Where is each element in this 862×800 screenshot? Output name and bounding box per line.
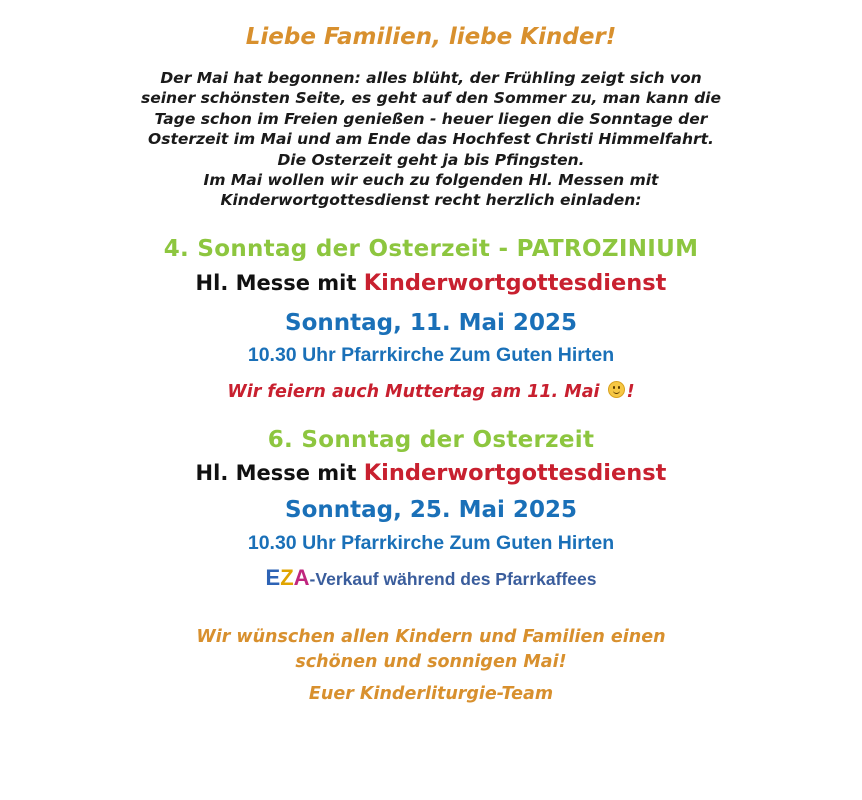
eza-letter-z: Z xyxy=(280,565,294,590)
event1-mothers-day-note xyxy=(0,381,862,402)
intro-line: Osterzeit im Mai und am Ende das Hochfest Christi Himmelfahrt. xyxy=(148,130,714,149)
eza-sale-note xyxy=(0,565,862,591)
event1-time-location: 10.30 Uhr Pfarrkirche Zum Guten Hirten xyxy=(247,344,615,366)
intro-line: Der Mai hat begonnen: alles blüht, der Frühling zeigt sich von xyxy=(160,69,702,87)
intro-paragraph xyxy=(0,68,862,211)
intro-line: Im Mai wollen wir euch zu folgenden Hl. Messen mit xyxy=(203,171,659,190)
event1-note-text: Wir feiern auch Muttertag am 11. Mai xyxy=(227,382,600,402)
event1-mass-prefix: Hl. Messe mit xyxy=(195,271,364,295)
event2-mass-highlight: Kinderwortgottesdienst xyxy=(363,460,667,486)
smiley-icon xyxy=(608,381,625,398)
eza-letter-e: E xyxy=(265,565,281,590)
event2-sunday-title: 6. Sonntag der Osterzeit xyxy=(267,427,595,453)
greeting-heading: Liebe Familien, liebe Kinder! xyxy=(245,24,617,50)
eza-letter-a: A xyxy=(293,565,310,590)
event1-mass-line xyxy=(0,270,862,296)
event1-sunday-title: 4. Sonntag der Osterzeit - PATROZINIUM xyxy=(163,236,699,262)
event1-note-end: ! xyxy=(626,382,635,402)
event1-date: Sonntag, 11. Mai 2025 xyxy=(285,310,577,336)
closing-signature: Euer Kinderliturgie-Team xyxy=(308,684,554,704)
event2-time-location: 10.30 Uhr Pfarrkirche Zum Guten Hirten xyxy=(247,532,615,554)
event2-mass-prefix: Hl. Messe mit xyxy=(195,461,364,485)
closing-line-2: schönen und sonnigen Mai! xyxy=(295,652,567,672)
event1-mass-highlight: Kinderwortgottesdienst xyxy=(363,270,667,296)
intro-line: Tage schon im Freien genießen - heuer liegen die Sonntage der xyxy=(154,109,708,128)
closing-line-1: Wir wünschen allen Kindern und Familien einen xyxy=(196,627,666,647)
event2-date: Sonntag, 25. Mai 2025 xyxy=(285,497,577,523)
intro-line: seiner schönsten Seite, es geht auf den Sommer zu, man kann die xyxy=(140,89,721,108)
eza-sale-text: -Verkauf während des Pfarrkaffees xyxy=(309,569,597,589)
event2-mass-line xyxy=(0,460,862,486)
intro-line: Kinderwortgottesdienst recht herzlich einladen: xyxy=(220,191,642,210)
intro-line: Die Osterzeit geht ja bis Pfingsten. xyxy=(277,150,585,169)
